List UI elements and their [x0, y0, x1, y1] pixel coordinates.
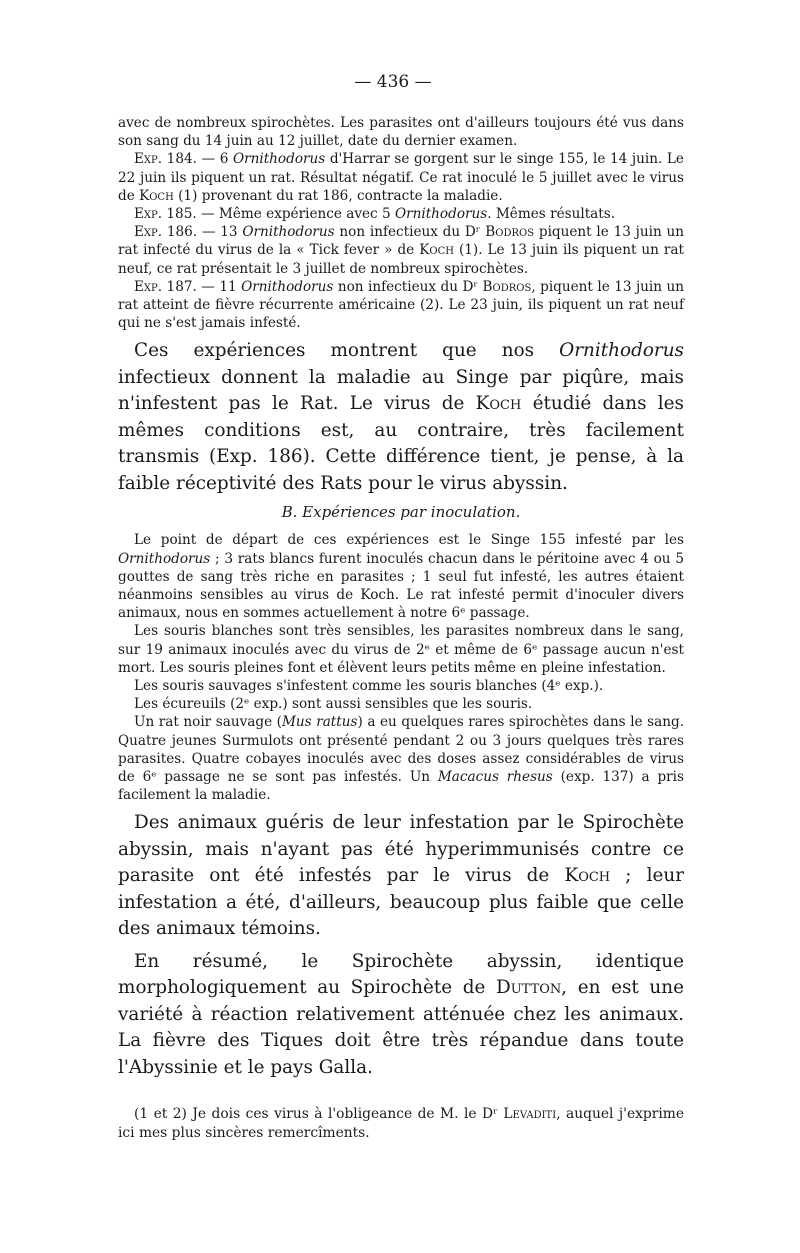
author-name: Koch	[139, 187, 174, 204]
species-name: Ornithodorus	[241, 278, 334, 295]
experience-label: Exp. 185.	[134, 206, 197, 223]
inoculation-paragraph-2: Les souris blanches sont très sensibles, les parasites nombreux dans le sang, sur 19 animaux inoculés avec du virus de 2ᵉ et même de 6ᵉ passage aucun n'est mort. Les souris pleines font et élèvent leurs petits même en pleine infestation.	[118, 623, 684, 676]
experience-184: Exp. 184. — 6 Ornithodorus d'Harrar se gorgent sur le singe 155, le 14 juin. Le 22 juin ils piquent un rat. Résultat négatif. Ce rat inoculé le 5 juillet avec le virus de Koch (1) provenant du rat 186, contracte la maladie.	[118, 151, 684, 204]
inoculation-paragraph-1: Le point de départ de ces expériences est le Singe 155 infesté par les Ornithodorus ; 3 rats blancs furent inoculés chacun dans le péritoine avec 4 ou 5 gouttes de sang très riche en parasites ; 1 seul fut infesté, les autres étaient néanmoins sensibles au virus de Koch. Le rat infesté permit d'inoculer divers animaux, nous en sommes actuellement à notre 6ᵉ passage.	[118, 532, 684, 622]
species-name: Ornithodorus	[242, 224, 335, 241]
author-name: Koch	[475, 393, 522, 415]
paragraph-conclusion-3: En résumé, le Spirochète abyssin, identique morphologiquement au Spirochète de Dutton, en est une variété à réaction relativement atténuée chez les animaux. La fièvre des Tiques doit être très répandue dans toute l'Abyssinie et le pays Galla.	[118, 950, 684, 1078]
footnote: (1 et 2) Je dois ces virus à l'obligeance de M. le Dʳ Levaditi, auquel j'exprime ici mes plus sincères remercîments.	[118, 1106, 684, 1142]
paragraph-conclusion-2: Des animaux guéris de leur infestation par le Spirochète abyssin, mais n'ayant pas été hyperimmunisés contre ce parasite ont été infestés par le virus de Koch ; leur infestation a été, d'ailleurs, beaucoup plus faible que celle des animaux témoins.	[118, 812, 684, 940]
species-name: Ornithodorus	[394, 206, 488, 223]
experience-label: Exp. 187.	[134, 278, 197, 295]
section-heading: B. Expériences par inoculation.	[281, 503, 521, 522]
author-name: Koch	[564, 865, 611, 887]
inoculation-paragraph-5: Un rat noir sauvage (Mus rattus) a eu quelques rares spirochètes dans le sang. Quatre jeunes Surmulots ont présenté pendant 2 ou 3 jours quelques très rares parasites. Quatre cobayes inoculés avec des doses assez considérables de virus de 6ᵉ passage ne se sont pas infestés. Un Macacus rhesus (exp. 137) a pris facilement la maladie.	[118, 714, 685, 804]
experience-186: Exp. 186. — 13 Ornithodorus non infectieux du Dʳ Bodros piquent le 13 juin un rat infecté du virus de la « Tick fever » de Koch (1). Le 13 juin ils piquent un rat neuf, ce rat présentait le 3 juillet de nombreux spirochètes.	[118, 224, 684, 277]
author-name: Bodros	[482, 278, 532, 295]
experience-label: Exp. 184.	[134, 151, 197, 168]
author-name: Koch	[419, 242, 454, 259]
experience-label: Exp. 186.	[134, 224, 198, 241]
species-name: Mus rattus	[281, 714, 358, 731]
author-name: Bodros	[485, 224, 535, 241]
species-name: Ornithodorus	[118, 550, 211, 567]
paragraph-conclusion-1: Ces expériences montrent que nos Ornithodorus infectieux donnent la maladie au Singe par piqûre, mais n'infestent pas le Rat. Le virus de Koch étudié dans les mêmes conditions est, au contraire, très facilement transmis (Exp. 186). Cette différence tient, je pense, à la faible réceptivité des Rats pour le virus abyssin.	[118, 340, 684, 494]
experience-185: Exp. 185. — Même expérience avec 5 Ornithodorus. Mêmes résultats.	[134, 206, 616, 223]
inoculation-paragraph-3: Les souris sauvages s'infestent comme les souris blanches (4ᵉ exp.).	[134, 678, 604, 695]
experience-187: Exp. 187. — 11 Ornithodorus non infectieux du Dʳ Bodros, piquent le 13 juin un rat atteint de fièvre récurrente américaine (2). Le 23 juin, ils piquent un rat neuf qui ne s'est jamais infesté.	[118, 278, 684, 332]
paragraph-continuation: avec de nombreux spirochètes. Les parasites ont d'ailleurs toujours été vus dans son sang du 14 juin au 12 juillet, date du dernier examen.	[118, 115, 684, 150]
author-name: Levaditi	[503, 1106, 557, 1123]
page-body	[118, 72, 684, 1143]
author-name: Dutton	[495, 977, 562, 999]
page-number: — 436 —	[354, 72, 432, 92]
species-name: Ornithodorus	[232, 151, 326, 168]
inoculation-paragraph-4: Les écureuils (2ᵉ exp.) sont aussi sensibles que les souris.	[134, 696, 533, 713]
species-name: Ornithodorus	[559, 340, 684, 362]
species-name: Macacus rhesus	[437, 769, 553, 786]
